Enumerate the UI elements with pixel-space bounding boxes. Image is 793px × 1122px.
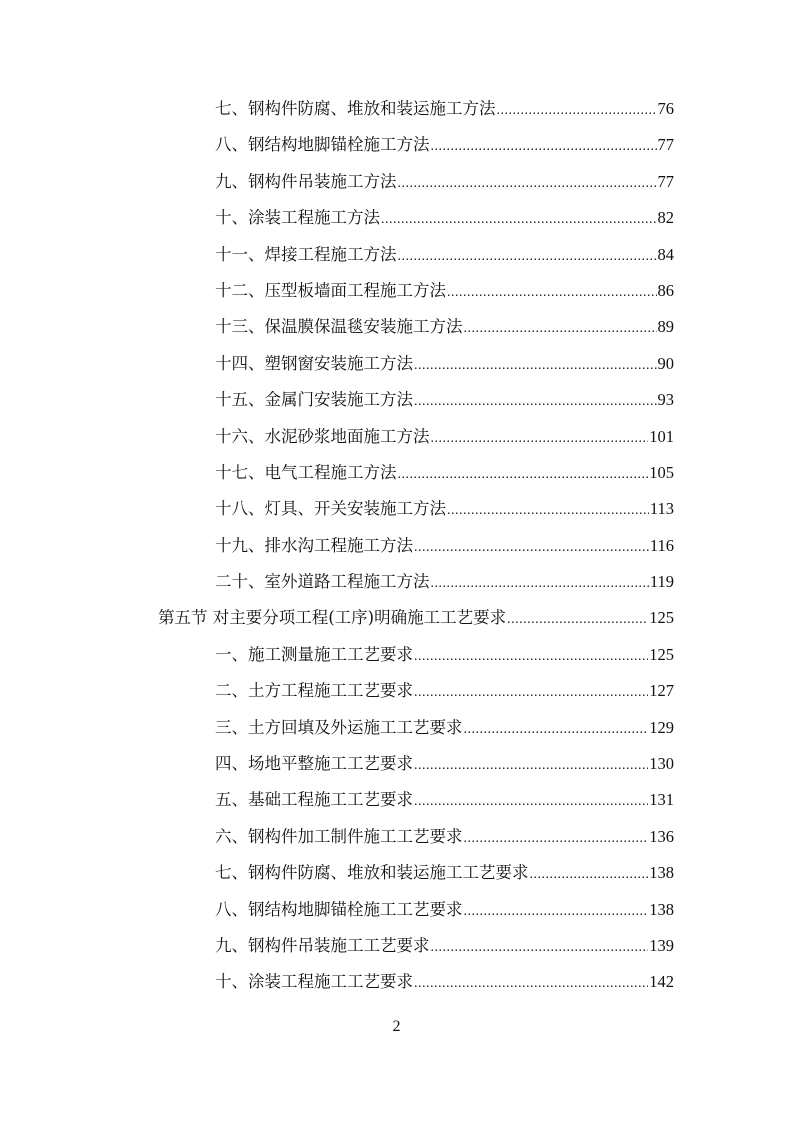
toc-entry[interactable] xyxy=(215,855,674,891)
toc-dot-leader xyxy=(431,930,649,966)
toc-entry-page: 101 xyxy=(649,426,674,446)
toc-dot-leader xyxy=(447,493,649,529)
toc-dot-leader xyxy=(464,311,657,347)
toc-entry[interactable] xyxy=(215,455,674,491)
toc-entry-page: 82 xyxy=(657,208,674,228)
page-number: 2 xyxy=(392,1018,401,1035)
toc-entry-title: 二十、室外道路工程施工方法 xyxy=(215,572,430,592)
toc-entry-page: 105 xyxy=(649,462,674,482)
toc-entry-title: 四、场地平整施工工艺要求 xyxy=(215,754,413,774)
toc-dot-leader xyxy=(507,602,648,638)
toc-entry-title: 二、土方工程施工工艺要求 xyxy=(215,681,413,701)
toc-entry[interactable] xyxy=(215,91,674,127)
toc-entry-page: 119 xyxy=(649,572,674,592)
toc-entry-page: 130 xyxy=(649,754,674,774)
toc-entry-page: 90 xyxy=(657,353,674,373)
toc-entry[interactable] xyxy=(215,237,674,273)
toc-entry-title: 十、涂装工程施工工艺要求 xyxy=(215,972,413,992)
toc-entry[interactable] xyxy=(215,710,674,746)
toc-dot-leader xyxy=(431,566,649,602)
toc-entry-page: 138 xyxy=(649,863,674,883)
toc-entry-title: 八、钢结构地脚锚栓施工工艺要求 xyxy=(215,899,463,919)
toc-entry-title: 第五节 对主要分项工程(工序)明确施工工艺要求 xyxy=(158,608,507,628)
toc-section-entry[interactable] xyxy=(158,600,674,636)
toc-entry-title: 十七、电气工程施工方法 xyxy=(215,462,397,482)
toc-dot-leader xyxy=(431,421,649,457)
toc-entry-page: 142 xyxy=(649,972,674,992)
toc-entry-title: 十八、灯具、开关安装施工方法 xyxy=(215,499,446,519)
toc-entry-page: 76 xyxy=(657,99,674,118)
toc-dot-leader xyxy=(414,639,648,675)
toc-entry-title: 九、钢构件吊装施工方法 xyxy=(215,171,397,191)
toc-entry[interactable] xyxy=(215,528,674,564)
toc-entry[interactable] xyxy=(215,964,674,1000)
toc-entry[interactable] xyxy=(215,491,674,527)
toc-entry-title: 七、钢构件防腐、堆放和装运施工方法 xyxy=(215,99,496,118)
toc-entry[interactable] xyxy=(215,346,674,382)
toc-entry-title: 十四、塑钢窗安装施工方法 xyxy=(215,353,413,373)
toc-entry[interactable] xyxy=(215,200,674,236)
toc-entry[interactable] xyxy=(215,273,674,309)
toc-entry-page: 125 xyxy=(649,644,674,664)
toc-entry-title: 一、施工测量施工工艺要求 xyxy=(215,644,413,664)
toc-entry-title: 十、涂装工程施工方法 xyxy=(215,208,380,228)
toc-dot-leader xyxy=(464,712,649,748)
toc-entry[interactable] xyxy=(215,637,674,673)
toc-entry[interactable] xyxy=(215,819,674,855)
toc-entry-title: 九、钢构件吊装施工工艺要求 xyxy=(215,935,430,955)
toc-dot-leader xyxy=(414,784,648,820)
toc-entry-page: 77 xyxy=(657,171,674,191)
toc-dot-leader xyxy=(398,166,657,202)
toc-entry[interactable] xyxy=(215,892,674,928)
toc-entry-title: 十二、压型板墙面工程施工方法 xyxy=(215,280,446,300)
toc-dot-leader xyxy=(414,675,648,711)
toc-entry-title: 三、土方回填及外运施工工艺要求 xyxy=(215,717,463,737)
toc-entry-title: 八、钢结构地脚锚栓施工方法 xyxy=(215,135,430,155)
toc-entry-page: 125 xyxy=(649,608,674,628)
toc-dot-leader xyxy=(414,348,657,384)
toc-dot-leader xyxy=(398,457,649,493)
toc-entry-page: 93 xyxy=(657,390,674,410)
toc-dot-leader xyxy=(414,748,648,784)
toc-entry-title: 六、钢构件加工制件施工工艺要求 xyxy=(215,826,463,846)
toc-dot-leader xyxy=(414,966,648,1002)
toc-entry[interactable] xyxy=(215,127,674,163)
toc-entry[interactable] xyxy=(215,746,674,782)
toc-entry-page: 84 xyxy=(657,244,674,264)
toc-entry-title: 十五、金属门安装施工方法 xyxy=(215,390,413,410)
toc-entry-page: 86 xyxy=(657,280,674,300)
toc-entry-page: 138 xyxy=(649,899,674,919)
toc-entry-page: 139 xyxy=(649,935,674,955)
toc-dot-leader xyxy=(414,384,657,420)
toc-dot-leader xyxy=(447,275,657,311)
toc-dot-leader xyxy=(530,857,649,893)
toc-dot-leader xyxy=(464,894,649,930)
toc-entry-title: 十一、焊接工程施工方法 xyxy=(215,244,397,264)
toc-dot-leader xyxy=(464,821,649,857)
toc-entry[interactable] xyxy=(215,782,674,818)
toc-entry-title: 七、钢构件防腐、堆放和装运施工工艺要求 xyxy=(215,863,529,883)
toc-entry-title: 五、基础工程施工工艺要求 xyxy=(215,790,413,810)
toc-entry-page: 129 xyxy=(649,717,674,737)
toc-entry-page: 113 xyxy=(649,499,674,519)
toc-entry[interactable] xyxy=(215,419,674,455)
toc-entry-title: 十三、保温膜保温毯安装施工方法 xyxy=(215,317,463,337)
toc-entry-page: 77 xyxy=(657,135,674,155)
toc-entry-title: 十九、排水沟工程施工方法 xyxy=(215,535,413,555)
toc-dot-leader xyxy=(414,530,649,566)
toc-entry[interactable] xyxy=(215,382,674,418)
toc-entry-page: 131 xyxy=(649,790,674,810)
toc-dot-leader xyxy=(381,202,657,238)
toc-entry-page: 89 xyxy=(657,317,674,337)
toc-entry-page: 127 xyxy=(649,681,674,701)
toc-dot-leader xyxy=(431,129,657,165)
toc-entry-page: 136 xyxy=(649,826,674,846)
toc-entry-title: 十六、水泥砂浆地面施工方法 xyxy=(215,426,430,446)
toc-dot-leader xyxy=(398,239,657,275)
toc-entry[interactable] xyxy=(215,164,674,200)
toc-dot-leader xyxy=(497,93,657,129)
toc-entry[interactable] xyxy=(215,928,674,964)
toc-entry[interactable] xyxy=(215,673,674,709)
toc-entry-page: 116 xyxy=(649,535,674,555)
toc-entry[interactable] xyxy=(215,309,674,345)
table-of-contents xyxy=(0,91,793,1001)
toc-entry[interactable] xyxy=(215,564,674,600)
